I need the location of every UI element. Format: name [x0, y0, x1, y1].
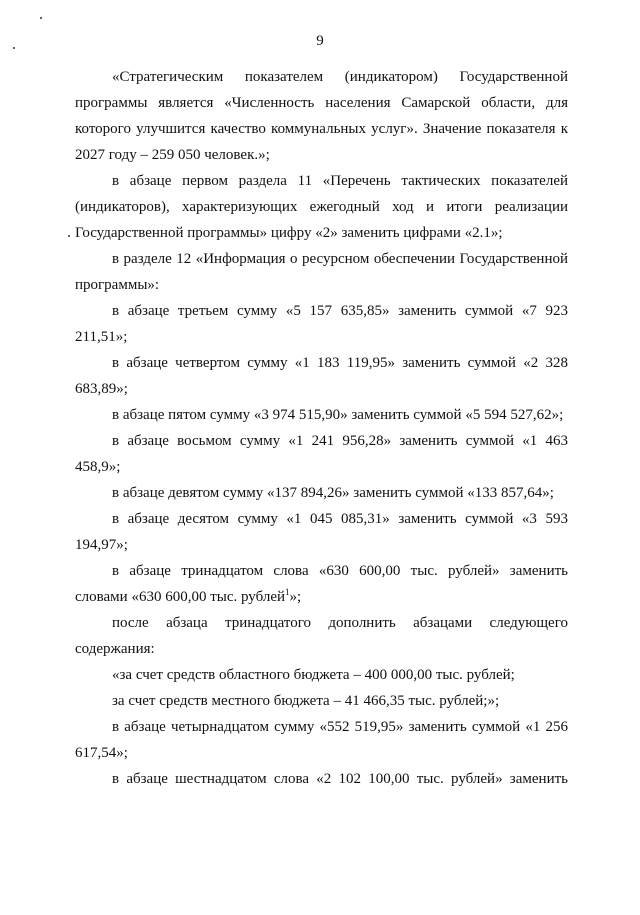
paragraph-amendment-13-text: в абзаце тринадцатом слова «630 600,00 тыс. рублей» заменить словами «630 600,00 тыс. рублей: [75, 563, 568, 605]
paragraph-amendment-13-tail: »;: [289, 589, 302, 605]
paragraph-section-12: в разделе 12 «Информация о ресурсном обеспечении Государственной программы»:: [75, 251, 568, 293]
paragraph-amendment-13: [75, 558, 568, 610]
paragraph-amendment-10: в абзаце десятом сумму «1 045 085,31» заменить суммой «3 593 194,97»;: [75, 511, 568, 553]
footnote-marker: 1: [285, 587, 290, 597]
paragraph-amendment-4: в абзаце четвертом сумму «1 183 119,95» заменить суммой «2 328 683,89»;: [75, 355, 568, 397]
paragraph-amendment-9: в абзаце девятом сумму «137 894,26» заменить суммой «133 857,64»;: [112, 485, 554, 501]
paragraph-amendment-14: в абзаце четырнадцатом сумму «552 519,95» заменить суммой «1 256 617,54»;: [75, 719, 568, 761]
paragraph-regional-budget: «за счет средств областного бюджета – 400 000,00 тыс. рублей;: [112, 667, 515, 683]
scan-speck: [40, 17, 42, 19]
paragraph-local-budget: за счет средств местного бюджета – 41 466,35 тыс. рублей;»;: [112, 693, 500, 709]
paragraph-strategic-indicator: «Стратегическим показателем (индикатором) Государственной программы является «Численность населения Самарской области, для которого улучшится качество коммунальных услуг». Значение показателя к 2027 году – 259 050 человек.»;: [75, 69, 568, 163]
page-number: 9: [316, 33, 324, 49]
paragraph-amendment-5: в абзаце пятом сумму «3 974 515,90» заменить суммой «5 594 527,62»;: [112, 407, 564, 423]
document-body: [75, 64, 568, 792]
scan-speck: [68, 235, 70, 237]
paragraph-section-11: в абзаце первом раздела 11 «Перечень тактических показателей (индикаторов), характеризующих ежегодный ход и итоги реализации Государственной программы» цифру «2» заменить цифрами «2.1»;: [75, 173, 568, 241]
scan-speck: [13, 47, 15, 49]
paragraph-amendment-8: в абзаце восьмом сумму «1 241 956,28» заменить суммой «1 463 458,9»;: [75, 433, 568, 475]
paragraph-amendment-3: в абзаце третьем сумму «5 157 635,85» заменить суммой «7 923 211,51»;: [75, 303, 568, 345]
paragraph-add-after-13: после абзаца тринадцатого дополнить абзацами следующего содержания:: [75, 615, 568, 657]
paragraph-amendment-16: в абзаце шестнадцатом слова «2 102 100,00 тыс. рублей» заменить: [112, 771, 568, 787]
